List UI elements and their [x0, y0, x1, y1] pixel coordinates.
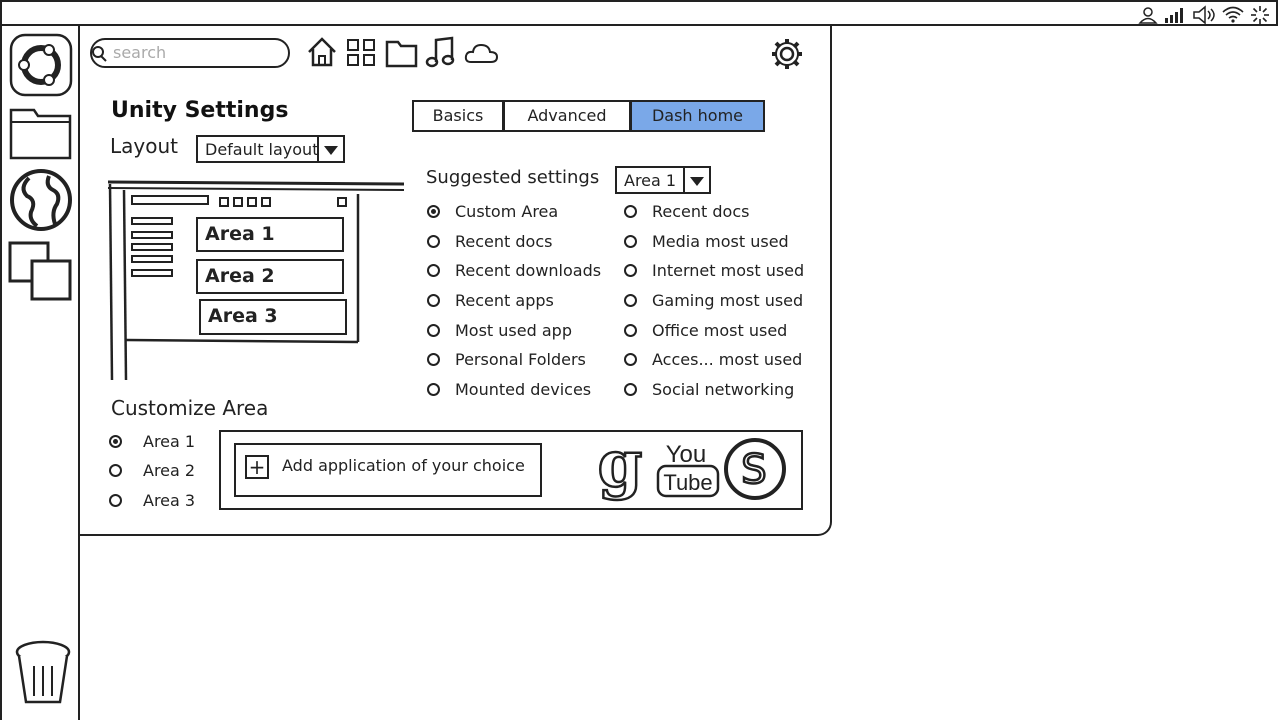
top-panel: [0, 0, 1278, 26]
radio-button[interactable]: [624, 264, 637, 277]
option-label: Area 1: [143, 432, 196, 451]
youtube-icon[interactable]: [656, 436, 720, 500]
option-label: Media most used: [652, 232, 789, 251]
add-application-label: Add application of your choice: [282, 456, 525, 475]
option-label: Area 2: [143, 461, 196, 480]
customize-area-1[interactable]: [109, 431, 209, 453]
tab-basics[interactable]: Basics: [412, 100, 504, 132]
option-media-most-used[interactable]: [624, 231, 824, 253]
radio-button[interactable]: [427, 353, 440, 366]
option-gaming-most-used[interactable]: [624, 290, 824, 312]
google-icon[interactable]: [596, 427, 644, 504]
trash-icon[interactable]: [14, 638, 72, 710]
customize-area-label: Customize Area: [111, 396, 269, 420]
radio-button[interactable]: [624, 294, 637, 307]
option-label: Custom Area: [455, 202, 559, 221]
option-label: Recent apps: [455, 291, 554, 310]
radio-button[interactable]: [624, 353, 637, 366]
radio-button[interactable]: [624, 324, 637, 337]
skype-letter: S: [741, 447, 767, 493]
option-accessories-most-used[interactable]: [624, 349, 824, 371]
youtube-top-text: You: [665, 441, 707, 468]
option-label: Internet most used: [652, 261, 805, 280]
search-placeholder: search: [113, 43, 167, 62]
radio-button[interactable]: [624, 205, 637, 218]
radio-button[interactable]: [624, 235, 637, 248]
search-icon: [90, 43, 110, 67]
radio-button[interactable]: [427, 235, 440, 248]
radio-button[interactable]: [427, 264, 440, 277]
radio-button[interactable]: [427, 294, 440, 307]
folder-icon[interactable]: [8, 106, 74, 166]
youtube-bottom-text: Tube: [663, 470, 713, 495]
page-title: Unity Settings: [111, 98, 289, 123]
applications-lens-icon[interactable]: [346, 38, 378, 72]
option-social-networking[interactable]: [624, 379, 824, 401]
customize-area-2[interactable]: [109, 460, 209, 482]
radio-button[interactable]: [109, 435, 122, 448]
option-label: Most used app: [455, 321, 572, 340]
suggested-area-value: Area 1: [624, 171, 677, 190]
option-label: Recent downloads: [455, 261, 602, 280]
radio-button[interactable]: [109, 464, 122, 477]
option-label: Social networking: [652, 380, 795, 399]
chevron-down-icon[interactable]: [317, 137, 343, 161]
preview-area-1[interactable]: Area 1: [196, 217, 344, 252]
workspaces-icon[interactable]: [8, 241, 74, 307]
radio-button[interactable]: [427, 324, 440, 337]
plus-icon[interactable]: +: [245, 455, 269, 479]
preview-area-2[interactable]: Area 2: [196, 259, 344, 294]
suggested-settings-label: Suggested settings: [426, 167, 600, 188]
option-personal-folders[interactable]: [427, 349, 617, 371]
user-icon[interactable]: [1138, 6, 1158, 28]
radio-button[interactable]: [624, 383, 637, 396]
option-recent-docs[interactable]: [427, 231, 617, 253]
ubuntu-logo-icon[interactable]: [10, 34, 72, 100]
music-lens-icon[interactable]: [424, 36, 456, 74]
suggested-area-select[interactable]: [615, 166, 711, 194]
signal-icon[interactable]: [1164, 6, 1188, 28]
volume-icon[interactable]: [1192, 6, 1218, 28]
radio-button[interactable]: [427, 383, 440, 396]
wifi-icon[interactable]: [1221, 5, 1245, 27]
option-custom-area[interactable]: [427, 201, 617, 223]
option-label: Office most used: [652, 321, 788, 340]
settings-gear-icon[interactable]: [770, 37, 804, 75]
chevron-down-icon[interactable]: [683, 168, 709, 192]
browser-globe-icon[interactable]: [9, 168, 73, 236]
layout-select-value: Default layout: [205, 140, 319, 159]
radio-button[interactable]: [109, 494, 122, 507]
option-most-used-app[interactable]: [427, 320, 617, 342]
tab-dash-home[interactable]: Dash home: [630, 100, 765, 132]
option-recent-docs-right[interactable]: [624, 201, 824, 223]
tab-advanced[interactable]: Advanced: [503, 100, 631, 132]
option-recent-apps[interactable]: [427, 290, 617, 312]
preview-area-3[interactable]: Area 3: [199, 299, 347, 335]
option-label: Recent docs: [455, 232, 553, 251]
cloud-icon[interactable]: [464, 42, 500, 70]
option-label: Gaming most used: [652, 291, 804, 310]
radio-button[interactable]: [427, 205, 440, 218]
option-mounted-devices[interactable]: [427, 379, 617, 401]
option-label: Personal Folders: [455, 350, 586, 369]
option-office-most-used[interactable]: [624, 320, 824, 342]
google-letter: g: [597, 427, 643, 502]
option-label: Mounted devices: [455, 380, 592, 399]
option-label: Recent docs: [652, 202, 750, 221]
option-label: Area 3: [143, 491, 196, 510]
layout-label: Layout: [110, 134, 178, 158]
option-label: Acces... most used: [652, 350, 803, 369]
home-lens-icon[interactable]: [306, 36, 338, 72]
option-recent-downloads[interactable]: [427, 260, 617, 282]
customize-area-3[interactable]: [109, 490, 209, 512]
option-internet-most-used[interactable]: [624, 260, 824, 282]
files-lens-icon[interactable]: [385, 38, 419, 72]
layout-select[interactable]: [196, 135, 345, 163]
skype-icon[interactable]: [723, 437, 787, 501]
power-spinner-icon[interactable]: [1250, 5, 1270, 29]
